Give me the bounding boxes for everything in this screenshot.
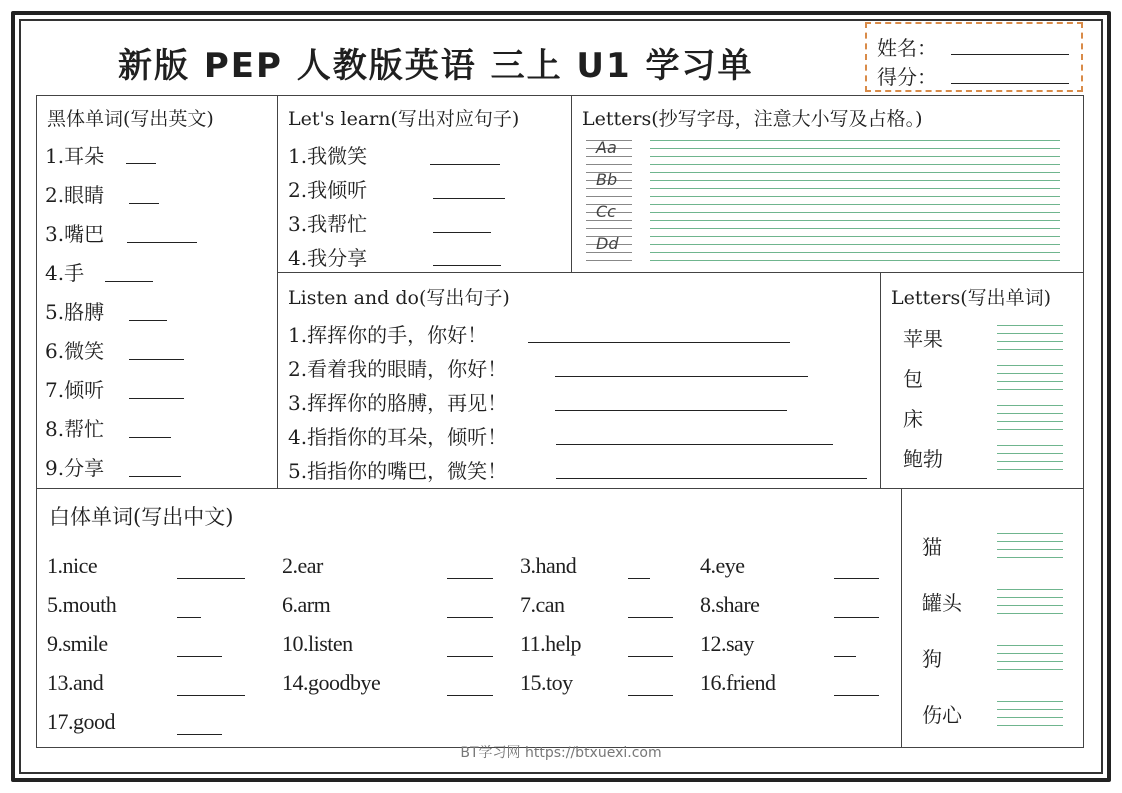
white-word-item: 8.share — [700, 592, 760, 617]
white-word-item: 12.say — [700, 631, 754, 656]
white-words-heading: 白体单词(写出中文) — [49, 505, 234, 529]
answer-blank[interactable] — [834, 616, 879, 618]
answer-blank[interactable] — [447, 655, 493, 657]
letter-guide — [586, 172, 632, 196]
listen-do-item: 3.挥挥你的胳膊，再见！ — [288, 391, 508, 415]
white-word-item: 17.good — [47, 709, 115, 734]
extra-word-item: 狗 — [922, 647, 942, 671]
answer-blank[interactable] — [628, 694, 673, 696]
answer-blank[interactable] — [177, 655, 222, 657]
answer-blank[interactable] — [628, 616, 673, 618]
answer-blank[interactable] — [834, 655, 856, 657]
answer-blank[interactable] — [177, 733, 222, 735]
answer-blank[interactable] — [447, 616, 493, 618]
answer-blank[interactable] — [556, 477, 867, 479]
white-word-item: 10.listen — [282, 631, 353, 656]
bold-word-item: 8.帮忙 — [45, 417, 105, 441]
letters-words-heading: Letters(写出单词) — [891, 287, 1052, 309]
listen-do-item: 1.挥挥你的手，你好！ — [288, 323, 488, 347]
letters-copy-heading: Letters(抄写字母，注意大小写及占格。) — [582, 108, 923, 130]
name-field[interactable] — [877, 32, 937, 61]
letters-word-item: 苹果 — [903, 327, 943, 351]
copy-lines[interactable] — [650, 236, 1060, 260]
lets-learn-item: 1.我微笑 — [288, 144, 368, 168]
bold-word-item: 2.眼睛 — [45, 183, 105, 207]
answer-blank[interactable] — [129, 319, 167, 321]
name-label: 姓名： — [877, 36, 937, 60]
write-lines[interactable] — [997, 365, 1063, 389]
answer-blank[interactable] — [628, 577, 650, 579]
write-lines[interactable] — [997, 645, 1063, 669]
write-lines[interactable] — [997, 405, 1063, 429]
answer-blank[interactable] — [447, 694, 493, 696]
answer-blank[interactable] — [433, 264, 501, 266]
letters-copy-section — [571, 95, 1084, 273]
bold-word-item: 4.手 — [45, 261, 85, 285]
white-words-section — [36, 488, 902, 748]
white-word-item: 4.eye — [700, 553, 745, 578]
bold-words-section — [36, 95, 278, 489]
score-label: 得分： — [877, 65, 937, 89]
extra-word-item: 猫 — [922, 535, 942, 559]
answer-blank[interactable] — [555, 375, 808, 377]
answer-blank[interactable] — [129, 202, 159, 204]
answer-blank[interactable] — [447, 577, 493, 579]
letter-sample: Bb — [596, 170, 618, 189]
answer-blank[interactable] — [129, 397, 184, 399]
letters-word-item: 鲍勃 — [903, 447, 943, 471]
letter-guide — [586, 140, 632, 164]
score-blank[interactable] — [951, 83, 1069, 84]
score-field[interactable] — [877, 61, 937, 90]
lets-learn-item: 4.我分享 — [288, 246, 368, 270]
answer-blank[interactable] — [834, 694, 879, 696]
write-lines[interactable] — [997, 589, 1063, 613]
answer-blank[interactable] — [105, 280, 153, 282]
copy-lines[interactable] — [650, 172, 1060, 196]
answer-blank[interactable] — [129, 475, 181, 477]
answer-blank[interactable] — [556, 443, 833, 445]
bold-word-item: 6.微笑 — [45, 339, 105, 363]
answer-blank[interactable] — [177, 577, 245, 579]
white-word-item: 2.ear — [282, 553, 323, 578]
answer-blank[interactable] — [129, 358, 184, 360]
answer-blank[interactable] — [129, 436, 171, 438]
answer-blank[interactable] — [177, 694, 245, 696]
extra-words-section — [901, 488, 1084, 748]
write-lines[interactable] — [997, 533, 1063, 557]
white-word-item: 3.hand — [520, 553, 577, 578]
white-word-item: 6.arm — [282, 592, 331, 617]
white-word-item: 16.friend — [700, 670, 776, 695]
name-score-box — [865, 22, 1083, 92]
listen-do-item: 5.指指你的嘴巴，微笑！ — [288, 459, 508, 483]
extra-word-item: 伤心 — [922, 703, 962, 727]
letter-guide — [586, 204, 632, 228]
answer-blank[interactable] — [433, 231, 491, 233]
answer-blank[interactable] — [177, 616, 201, 618]
answer-blank[interactable] — [528, 341, 790, 343]
listen-do-heading: Listen and do(写出句子) — [288, 287, 510, 309]
answer-blank[interactable] — [628, 655, 673, 657]
listen-do-item: 2.看着我的眼睛，你好！ — [288, 357, 508, 381]
bold-words-heading: 黑体单词(写出英文) — [47, 108, 214, 130]
bold-word-item: 3.嘴巴 — [45, 222, 105, 246]
lets-learn-item: 3.我帮忙 — [288, 212, 368, 236]
letter-sample: Dd — [596, 234, 619, 253]
lets-learn-heading: Let's learn(写出对应句子) — [288, 108, 520, 130]
answer-blank[interactable] — [433, 197, 505, 199]
answer-blank[interactable] — [430, 163, 500, 165]
letter-sample: Aa — [596, 138, 617, 157]
white-word-item: 9.smile — [47, 631, 108, 656]
answer-blank[interactable] — [834, 577, 879, 579]
white-word-item: 13.and — [47, 670, 104, 695]
bold-word-item: 5.胳膊 — [45, 300, 105, 324]
white-word-item: 7.can — [520, 592, 565, 617]
write-lines[interactable] — [997, 325, 1063, 349]
copy-lines[interactable] — [650, 140, 1060, 164]
listen-do-item: 4.指指你的耳朵，倾听！ — [288, 425, 508, 449]
bold-word-item: 7.倾听 — [45, 378, 105, 402]
white-word-item: 15.toy — [520, 670, 573, 695]
listen-do-section — [277, 272, 881, 489]
name-blank[interactable] — [951, 54, 1069, 55]
white-word-item: 14.goodbye — [282, 670, 381, 695]
answer-blank[interactable] — [555, 409, 787, 411]
lets-learn-section — [277, 95, 572, 273]
lets-learn-item: 2.我倾听 — [288, 178, 368, 202]
letters-word-item: 包 — [903, 367, 923, 391]
write-lines[interactable] — [997, 701, 1063, 725]
white-word-item: 5.mouth — [47, 592, 117, 617]
footer-watermark: BT学习网 https://btxuexi.com — [460, 745, 662, 761]
extra-word-item: 罐头 — [922, 591, 962, 615]
letters-word-item: 床 — [903, 407, 923, 431]
letters-words-section — [880, 272, 1084, 489]
answer-blank[interactable] — [126, 162, 156, 164]
white-word-item: 1.nice — [47, 553, 98, 578]
bold-word-item: 1.耳朵 — [45, 144, 105, 168]
bold-word-item: 9.分享 — [45, 456, 105, 480]
write-lines[interactable] — [997, 445, 1063, 469]
letter-guide — [586, 236, 632, 260]
copy-lines[interactable] — [650, 204, 1060, 228]
answer-blank[interactable] — [127, 241, 197, 243]
page-title: 新版 PEP 人教版英语 三上 U1 学习单 — [118, 46, 754, 86]
letter-sample: Cc — [596, 202, 616, 221]
white-word-item: 11.help — [520, 631, 582, 656]
